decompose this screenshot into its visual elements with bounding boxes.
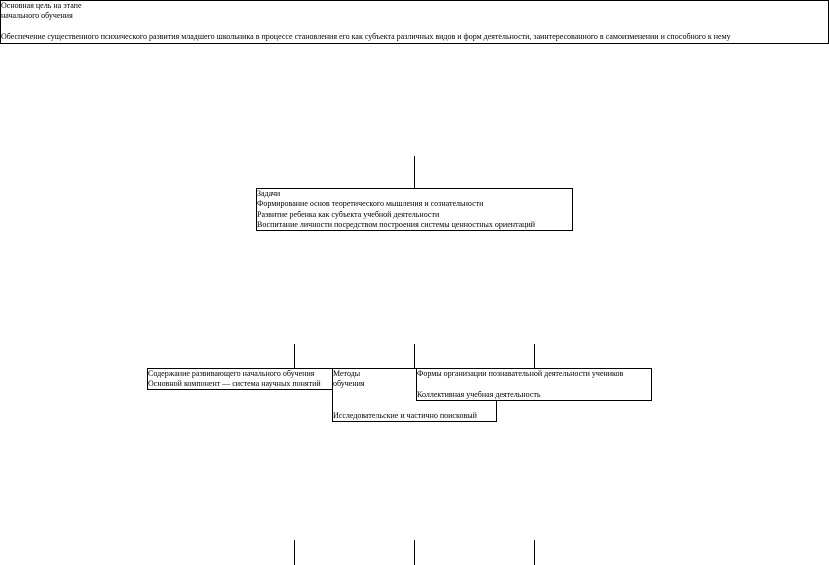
connector-goal-to-tasks (414, 156, 415, 188)
connector-tasks-to-content (294, 344, 295, 368)
methods-title-line2: обучения (333, 379, 365, 389)
tasks-title: Задачи (257, 189, 281, 198)
forms-box (416, 368, 652, 401)
goal-title-line1: Основная цель на этапе (1, 1, 82, 10)
content-text: Основной компонент — система научных понятий (148, 379, 321, 389)
forms-spacer (417, 379, 651, 389)
content-box (147, 368, 337, 390)
tasks-item-1: Формирование основ теоретического мышления и сознательности (257, 199, 484, 209)
connector-tasks-to-forms (534, 344, 535, 368)
tasks-item-3: Воспитание личности посредством построения системы ценностных ориентаций (257, 220, 536, 230)
goal-title-line2: начального обучения (1, 11, 73, 21)
methods-text: Исследовательские и частично поисковый (333, 410, 477, 420)
content-title: Содержание развивающего начального обучения (148, 369, 315, 378)
goal-text: Обеспечение существенного психического развития младшего школьника в процессе становления его как субъекта различных видов и форм деятельности, заинтересованного в самоизменении и способного к нему (1, 32, 731, 42)
forms-title: Формы организации познавательной деятельности учеников (417, 369, 624, 378)
connector-tasks-to-methods (414, 344, 415, 368)
connector-content-down (294, 540, 295, 565)
methods-title-line1: Методы (333, 369, 361, 378)
methods-spacer-2 (333, 400, 496, 410)
connector-forms-down (534, 540, 535, 565)
forms-text: Коллективная учебная деятельность (417, 389, 541, 399)
tasks-item-2: Развитие ребенка как субъекта учебной деятельности (257, 209, 440, 219)
tasks-box (256, 188, 573, 231)
connector-methods-down (414, 540, 415, 565)
goal-box (0, 0, 829, 44)
goal-spacer (1, 22, 828, 32)
